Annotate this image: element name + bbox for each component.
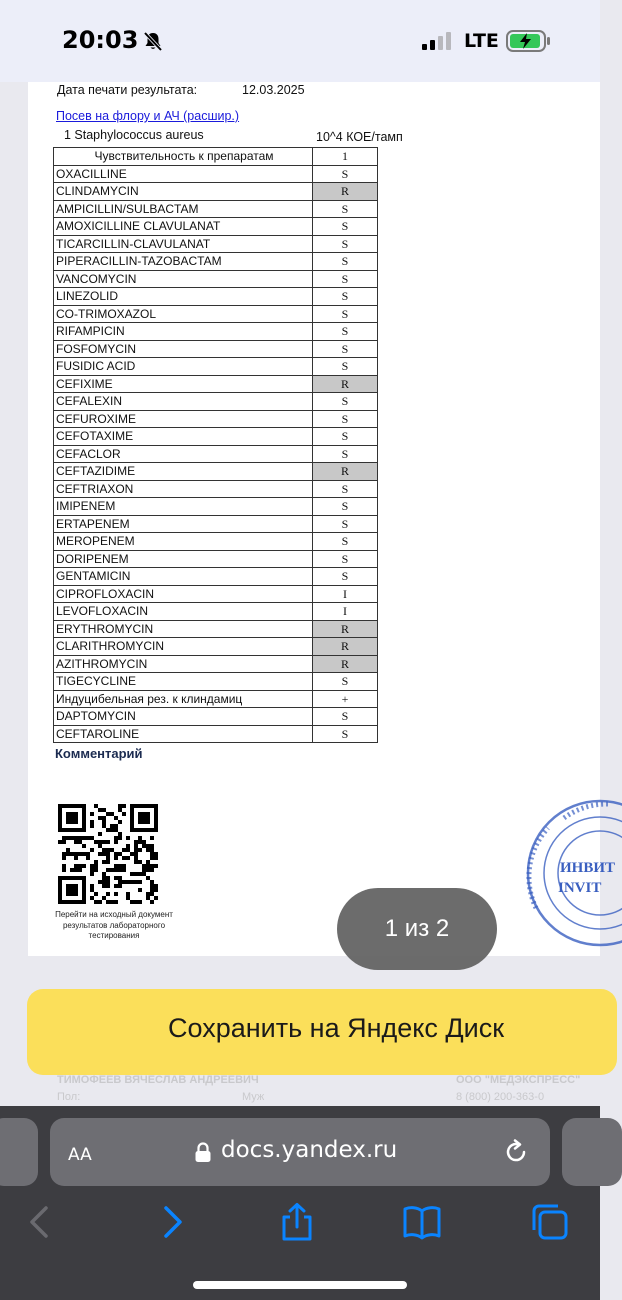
drug-name: AMOXICILLINE CLAVULANAT [54,218,313,236]
table-row [54,708,378,726]
drug-name: TIGECYCLINE [54,673,313,691]
drug-name: LINEZOLID [54,288,313,306]
table-row [54,673,378,691]
table-row [54,218,378,236]
sensitivity-result: S [313,323,378,341]
home-indicator[interactable] [193,1281,407,1289]
drug-name: CEFTAZIDIME [54,463,313,481]
table-row [54,183,378,201]
reload-icon[interactable] [502,1138,530,1166]
drug-name: AMPICILLIN/SULBACTAM [54,200,313,218]
cellular-signal-icon [422,32,454,50]
drug-name: CEFTAROLINE [54,725,313,743]
drug-name: IMIPENEM [54,498,313,516]
sensitivity-result: R [313,183,378,201]
table-row [54,340,378,358]
sensitivity-result: S [313,305,378,323]
table-row [54,463,378,481]
drug-name: MEROPENEM [54,533,313,551]
table-row [54,498,378,516]
faded-sex-label: Пол: [57,1091,81,1103]
sensitivity-table [53,147,378,743]
table-row [54,620,378,638]
drug-name: CIPROFLOXACIN [54,585,313,603]
table-row [54,550,378,568]
table-row [54,358,378,376]
share-icon[interactable] [277,1202,317,1242]
test-name-link[interactable]: Посев на флору и АЧ (расшир.) [56,109,240,123]
qr-caption: Перейти на исходный документ результатов лабораторного тестирования [55,910,173,940]
drug-name: GENTAMICIN [54,568,313,586]
table-row [54,410,378,428]
qr-code[interactable] [58,804,158,904]
lock-icon [194,1141,212,1163]
faded-patient-name: ТИМОФЕЕВ ВЯЧЕСЛАВ АНДРЕЕВИЧ [57,1074,259,1086]
reader-options-label: AA [68,1145,92,1165]
print-date-value: 12.03.2025 [242,83,305,97]
faded-sex-value: Муж [242,1091,265,1103]
drug-name: AZITHROMYCIN [54,655,313,673]
drug-name: CEFALEXIN [54,393,313,411]
sensitivity-result: S [313,235,378,253]
header-isolate: 1 [313,148,378,166]
table-row [54,235,378,253]
sensitivity-result: S [313,550,378,568]
faded-phone: 8 (800) 200-363-0 [456,1091,545,1103]
table-row [54,725,378,743]
previous-tab-preview[interactable] [0,1118,38,1186]
table-row [54,200,378,218]
sensitivity-result: S [313,428,378,446]
drug-name: CLINDAMYCIN [54,183,313,201]
table-row [54,288,378,306]
drug-name: ERTAPENEM [54,515,313,533]
print-date-label: Дата печати результата: [57,83,198,97]
bell-muted-icon [142,30,164,52]
sensitivity-result: S [313,270,378,288]
table-row [54,305,378,323]
reader-options-button[interactable] [68,1138,92,1166]
network-type: LTE [464,30,499,52]
drug-name: FUSIDIC ACID [54,358,313,376]
sensitivity-result: S [313,165,378,183]
drug-name: CEFUROXIME [54,410,313,428]
drug-name: CLARITHROMYCIN [54,638,313,656]
sensitivity-result: S [313,725,378,743]
url-text: docs.yandex.ru [221,1137,398,1163]
sensitivity-result: S [313,445,378,463]
stamp-text: ИНВИТ [560,860,616,876]
organism-name: 1 Staphylococcus aureus [64,128,204,142]
table-row [54,515,378,533]
sensitivity-result: S [313,410,378,428]
faded-company: ООО "МЕДЭКСПРЕСС" [456,1074,581,1086]
table-row [54,603,378,621]
drug-name: RIFAMPICIN [54,323,313,341]
sensitivity-result: S [313,480,378,498]
next-tab-preview[interactable] [562,1118,622,1186]
sensitivity-result: R [313,620,378,638]
table-row [54,533,378,551]
table-row [54,690,378,708]
drug-name: DAPTOMYCIN [54,708,313,726]
status-time: 20:03 [62,26,139,54]
table-row [54,638,378,656]
table-row [54,393,378,411]
sensitivity-result: S [313,340,378,358]
drug-name: OXACILLINE [54,165,313,183]
sensitivity-result: R [313,638,378,656]
sensitivity-result: S [313,498,378,516]
table-row [54,270,378,288]
table-row [54,585,378,603]
drug-name: PIPERACILLIN-TAZOBACTAM [54,253,313,271]
table-row [54,568,378,586]
table-row [54,165,378,183]
sensitivity-result: S [313,358,378,376]
sensitivity-result: S [313,393,378,411]
table-row [54,428,378,446]
tabs-icon[interactable] [530,1202,570,1242]
forward-icon[interactable] [152,1202,192,1242]
organization-stamp [518,798,616,948]
sensitivity-result: I [313,585,378,603]
sensitivity-result: S [313,218,378,236]
sensitivity-result: S [313,200,378,218]
drug-name: CEFOTAXIME [54,428,313,446]
drug-name: CO-TRIMOXAZOL [54,305,313,323]
svg-text:INVIT: INVIT [558,880,602,896]
status-bar [0,0,600,82]
save-button-label: Сохранить на Яндекс Диск [168,1013,505,1043]
drug-name: ERYTHROMYCIN [54,620,313,638]
comment-label: Комментарий [55,746,143,761]
battery-charging-icon [506,30,552,52]
back-icon[interactable] [20,1202,60,1242]
sensitivity-result: R [313,375,378,393]
drug-name: FOSFOMYCIN [54,340,313,358]
table-row [54,375,378,393]
table-row [54,445,378,463]
table-row [54,480,378,498]
sensitivity-result: I [313,603,378,621]
drug-name: VANCOMYCIN [54,270,313,288]
sensitivity-result: R [313,463,378,481]
drug-name: CEFACLOR [54,445,313,463]
sensitivity-result: S [313,673,378,691]
drug-name: LEVOFLOXACIN [54,603,313,621]
drug-name: DORIPENEM [54,550,313,568]
table-header-row [54,148,378,166]
header-drug: Чувствительность к препаратам [54,148,313,166]
drug-name: CEFIXIME [54,375,313,393]
sensitivity-result: S [313,288,378,306]
sensitivity-result: S [313,568,378,586]
table-row [54,655,378,673]
sensitivity-result: S [313,533,378,551]
sensitivity-result: S [313,253,378,271]
drug-name: Индуцибельная рез. к клиндамиц [54,690,313,708]
colony-count: 10^4 КОЕ/тамп [316,130,403,144]
table-row [54,253,378,271]
drug-name: CEFTRIAXON [54,480,313,498]
sensitivity-result: R [313,655,378,673]
sensitivity-result: S [313,708,378,726]
bookmarks-icon[interactable] [402,1202,442,1242]
table-row [54,323,378,341]
drug-name: TICARCILLIN-CLAVULANAT [54,235,313,253]
sensitivity-result: S [313,515,378,533]
sensitivity-result: + [313,690,378,708]
page-counter: 1 из 2 [337,888,497,970]
